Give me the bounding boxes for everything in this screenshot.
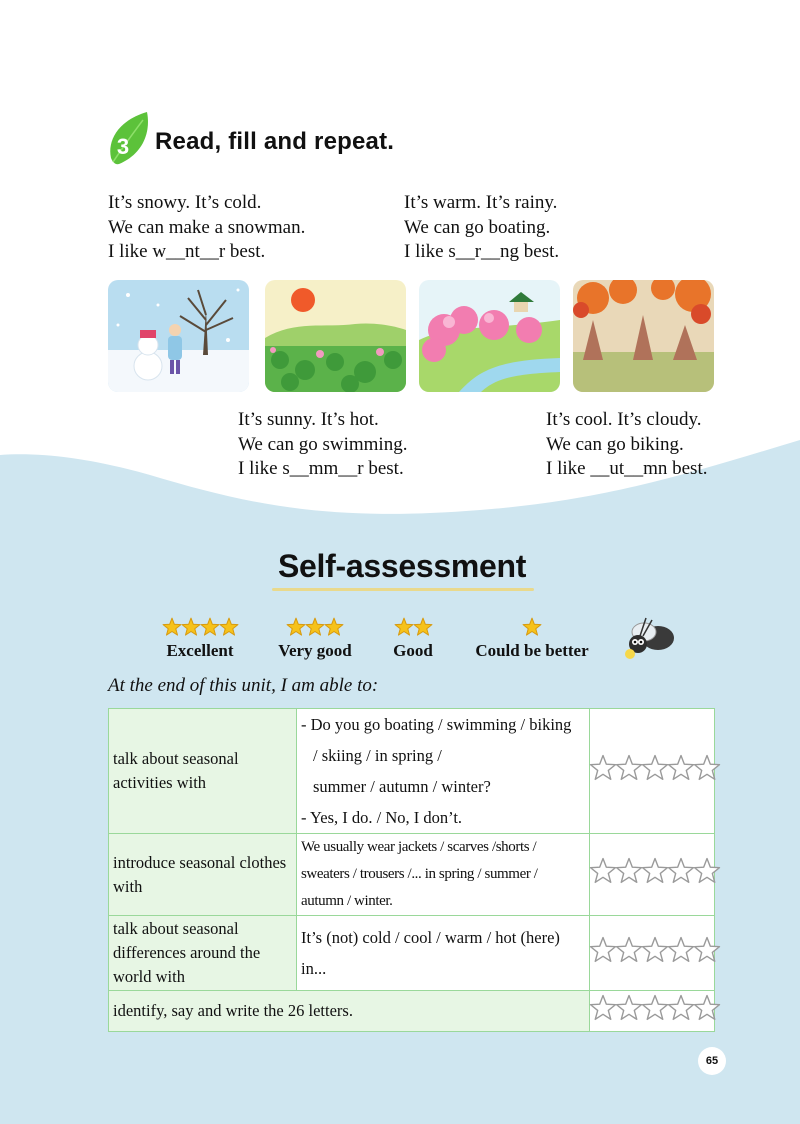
outline-star-icon — [667, 994, 695, 1022]
rating-key-could-be-better — [468, 617, 596, 661]
rating-stars[interactable] — [590, 834, 715, 916]
table-row — [109, 916, 715, 991]
page-number: 65 — [698, 1047, 726, 1075]
outline-stars — [590, 857, 720, 885]
example-cell — [297, 709, 590, 834]
example-line: It’s (not) cold / cool / warm / hot (here) — [301, 928, 560, 947]
winter-scene-image — [108, 280, 249, 392]
outline-star-icon — [641, 754, 669, 782]
spring-scene-image — [419, 280, 560, 392]
gold-star-icon — [286, 617, 306, 637]
example-cell — [297, 916, 590, 991]
verse-line: I like w__nt__r best. — [108, 241, 266, 262]
summer-scene-image — [265, 280, 406, 392]
verse-line: We can go boating. — [404, 216, 551, 238]
outline-star-icon — [589, 754, 617, 782]
verse-winter — [108, 191, 305, 265]
autumn-scene-image — [573, 280, 714, 392]
rating-stars[interactable] — [590, 991, 715, 1032]
outline-star-icon — [589, 936, 617, 964]
verse-summer — [238, 408, 407, 482]
verse-line: It’s cool. It’s cloudy. — [546, 409, 702, 430]
verse-spring — [404, 191, 559, 265]
rating-label: Good — [393, 641, 433, 660]
outline-star-icon — [667, 936, 695, 964]
example-cell — [297, 834, 590, 916]
skill-cell: identify, say and write the 26 letters. — [109, 991, 590, 1032]
rating-stars[interactable] — [590, 916, 715, 991]
assessment-intro: At the end of this unit, I am able to: — [108, 675, 379, 696]
example-line: in... — [301, 959, 327, 978]
rating-label: Excellent — [166, 641, 234, 660]
outline-star-icon — [693, 994, 721, 1022]
assessment-table — [108, 708, 715, 1032]
outline-star-icon — [641, 936, 669, 964]
leaf-number-icon — [105, 110, 155, 172]
gold-stars — [272, 617, 358, 639]
example-line: - Yes, I do. / No, I don’t. — [301, 808, 463, 827]
outline-star-icon — [667, 857, 695, 885]
outline-star-icon — [615, 936, 643, 964]
example-line: / skiing / in spring / — [313, 746, 442, 765]
table-row — [109, 709, 715, 834]
verse-autumn — [546, 408, 707, 482]
bee-mascot-icon — [624, 612, 676, 662]
gold-star-icon — [305, 617, 325, 637]
verse-line: We can go swimming. — [238, 433, 408, 455]
rating-key-good — [388, 617, 438, 661]
outline-stars — [590, 754, 720, 782]
verse-line: I like s__r__ng best. — [404, 241, 560, 262]
gold-star-icon — [413, 617, 433, 637]
outline-stars — [590, 994, 720, 1022]
outline-star-icon — [615, 994, 643, 1022]
rating-key-excellent — [160, 617, 240, 661]
example-line: We usually wear jackets / scarves /shorts / — [301, 839, 537, 855]
gold-stars — [468, 617, 596, 639]
outline-star-icon — [615, 857, 643, 885]
gold-star-icon — [200, 617, 220, 637]
outline-star-icon — [641, 857, 669, 885]
verse-line: We can make a snowman. — [108, 216, 306, 238]
gold-star-icon — [324, 617, 344, 637]
gold-stars — [388, 617, 438, 639]
rating-key-very-good — [272, 617, 358, 661]
gold-star-icon — [181, 617, 201, 637]
self-assessment-title: Self-assessment — [278, 548, 527, 584]
gold-star-icon — [522, 617, 542, 637]
table-row — [109, 834, 715, 916]
outline-star-icon — [589, 994, 617, 1022]
outline-star-icon — [693, 857, 721, 885]
example-line: sweaters / trousers /... in spring / summer / — [301, 866, 538, 882]
skill-cell: talk about seasonal differences around the world with — [109, 916, 297, 991]
skill-cell: talk about seasonal activities with — [109, 709, 297, 834]
outline-star-icon — [641, 994, 669, 1022]
verse-line: I like __ut__mn best. — [546, 458, 708, 479]
gold-star-icon — [162, 617, 182, 637]
rating-label: Could be better — [475, 641, 589, 660]
outline-star-icon — [589, 857, 617, 885]
outline-stars — [590, 936, 720, 964]
verse-line: It’s snowy. It’s cold. — [108, 192, 262, 213]
exercise-number: 3 — [116, 134, 130, 159]
gold-star-icon — [394, 617, 414, 637]
verse-line: I like s__mm__r best. — [238, 458, 404, 479]
gold-star-icon — [219, 617, 239, 637]
gold-stars — [160, 617, 240, 639]
skill-cell: introduce seasonal clothes with — [109, 834, 297, 916]
rating-label: Very good — [278, 641, 352, 660]
table-row — [109, 991, 715, 1032]
title-underline — [272, 588, 534, 591]
example-line: summer / autumn / winter? — [313, 777, 491, 796]
verse-line: It’s sunny. It’s hot. — [238, 409, 379, 430]
verse-line: We can go biking. — [546, 433, 684, 455]
verse-line: It’s warm. It’s rainy. — [404, 192, 558, 213]
outline-star-icon — [693, 936, 721, 964]
rating-stars[interactable] — [590, 709, 715, 834]
outline-star-icon — [615, 754, 643, 782]
example-line: autumn / winter. — [301, 893, 393, 909]
exercise-title: Read, fill and repeat. — [155, 128, 395, 155]
outline-star-icon — [693, 754, 721, 782]
example-line: - Do you go boating / swimming / biking — [301, 715, 572, 734]
outline-star-icon — [667, 754, 695, 782]
